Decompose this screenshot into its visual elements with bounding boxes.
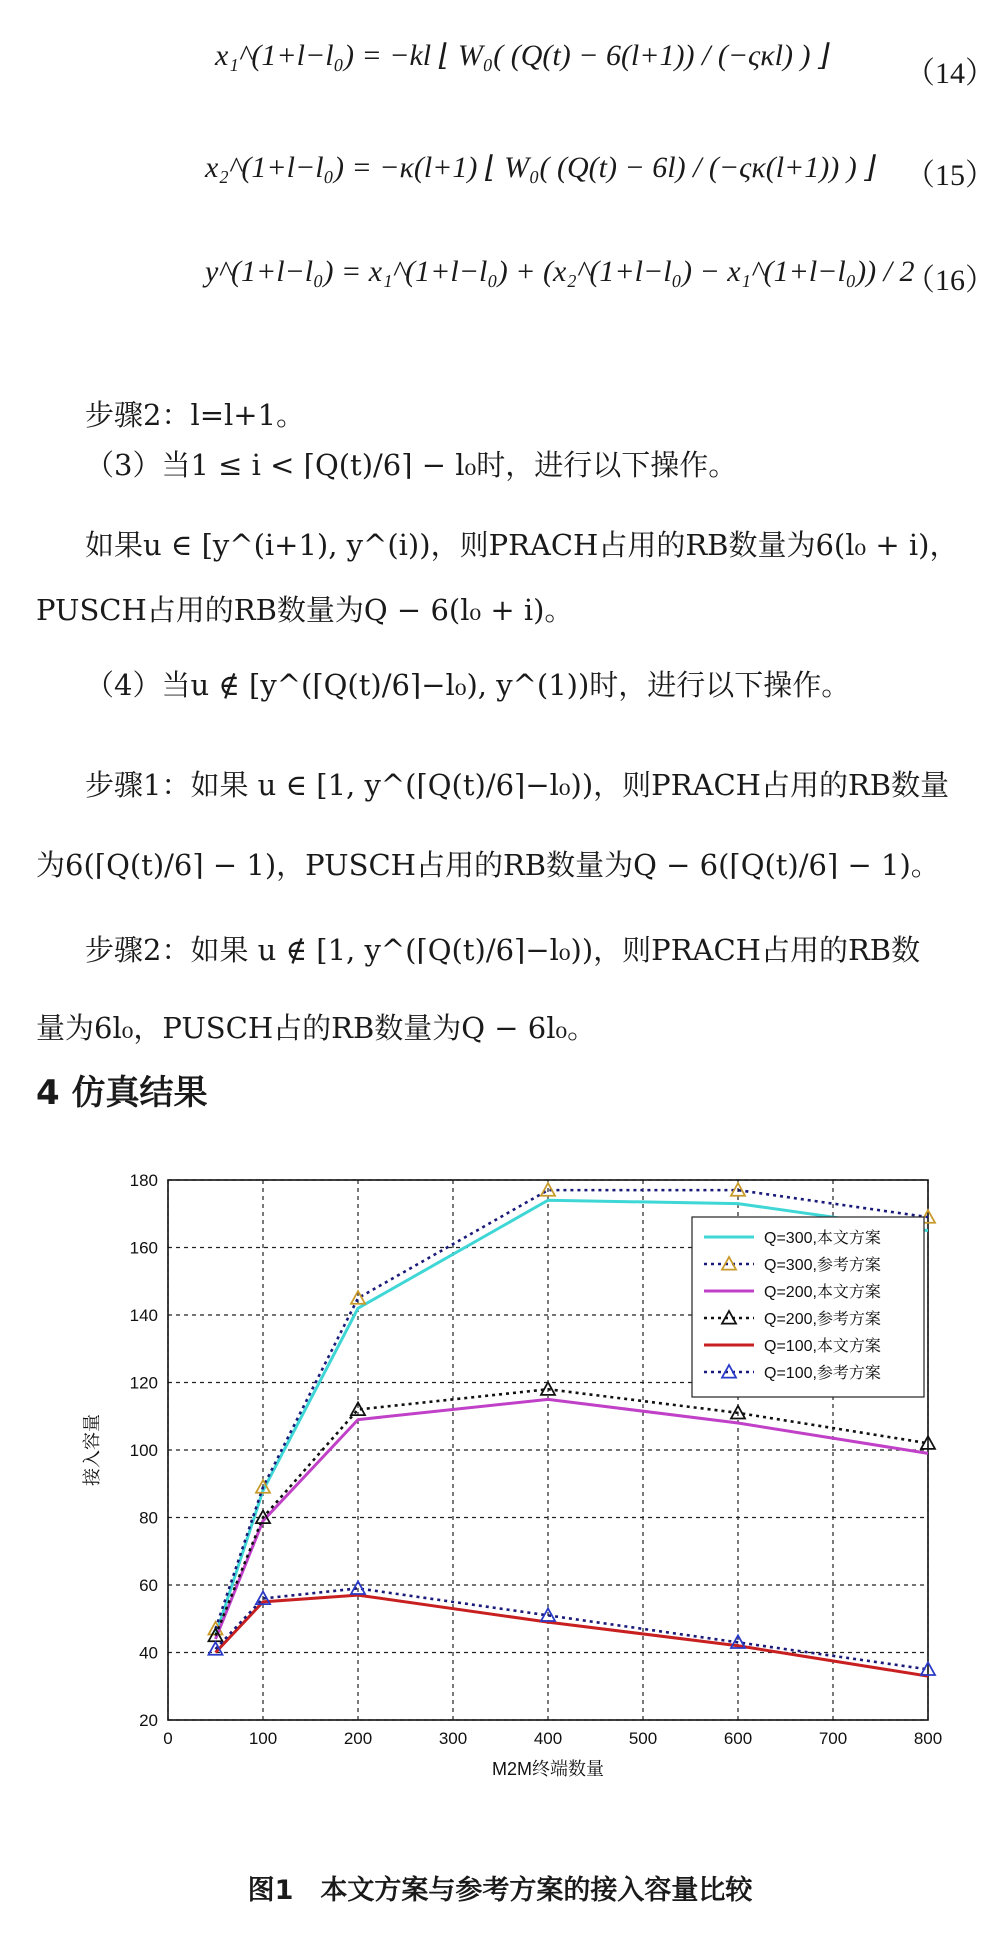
- paragraph-case4: （4）当u ∉ [y^(⌈Q(t)/6⌉−l₀), y^(1))时，进行以下操作。: [85, 668, 851, 702]
- y-axis-label: 接入容量: [82, 1414, 102, 1486]
- paragraph-case4-step1-cont: 为6(⌈Q(t)/6⌉ − 1)，PUSCH占用的RB数量为Q − 6(⌈Q(t)/6⌉ − 1)。: [36, 848, 940, 882]
- x-tick-label: 400: [533, 1729, 563, 1748]
- x-tick-label: 200: [343, 1729, 373, 1748]
- legend-label: Q=300,参考方案: [764, 1257, 881, 1274]
- paragraph-case3: （3）当1 ≤ i < ⌈Q(t)/6⌉ − l₀时，进行以下操作。: [85, 448, 738, 482]
- y-tick-label: 20: [139, 1711, 158, 1730]
- paragraph-case3-pusch: PUSCH占用的RB数量为Q − 6(l₀ + i)。: [36, 593, 574, 627]
- line-chart: [60, 1150, 960, 1830]
- equation-body: x₁^(1+l−l₀) = −kl ⌊ W₀( (Q(t) − 6(l+1)) / (−ςκl) ) ⌋: [215, 39, 830, 72]
- equation-number: （14）: [905, 57, 995, 90]
- paragraph-case4-step2-cont: 量为6l₀，PUSCH占的RB数量为Q − 6l₀。: [36, 1011, 597, 1045]
- x-tick-label: 700: [818, 1729, 848, 1748]
- y-tick-label: 100: [129, 1441, 158, 1460]
- legend-label: Q=200,参考方案: [764, 1311, 881, 1328]
- section-heading: 4 仿真结果: [36, 1073, 208, 1113]
- x-tick-label: 600: [723, 1729, 753, 1748]
- legend-label: Q=100,本文方案: [764, 1338, 881, 1355]
- x-tick-label: 0: [163, 1729, 173, 1748]
- legend-label: Q=200,本文方案: [764, 1284, 881, 1301]
- equation-body: y^(1+l−l₀) = x₁^(1+l−l₀) + (x₂^(1+l−l₀) − x₁^(1+l−l₀)) / 2: [205, 255, 915, 288]
- equation-body: x₂^(1+l−l₀) = −κ(l+1) ⌊ W₀( (Q(t) − 6l) / (−ςκ(l+1)) ) ⌋: [205, 151, 876, 184]
- legend-label: Q=300,本文方案: [764, 1230, 881, 1247]
- y-tick-label: 40: [139, 1643, 158, 1663]
- legend-label: Q=100,参考方案: [764, 1365, 881, 1382]
- x-tick-label: 300: [438, 1729, 468, 1748]
- paragraph-case3-if: 如果u ∈ [y^(i+1), y^(i))，则PRACH占用的RB数量为6(l₀ + i)，: [85, 528, 959, 562]
- y-tick-label: 180: [129, 1171, 158, 1190]
- paragraph-case4-step2: 步骤2：如果 u ∉ [1, y^(⌈Q(t)/6⌉−l₀))，则PRACH占用的RB数: [85, 933, 921, 967]
- y-tick-label: 160: [129, 1238, 158, 1258]
- x-tick-label: 500: [628, 1729, 658, 1748]
- equation-number: （16）: [905, 264, 995, 297]
- paragraph-step2: 步骤2：l=l+1。: [85, 398, 306, 432]
- x-tick-label: 100: [248, 1729, 278, 1748]
- y-tick-label: 120: [129, 1373, 158, 1393]
- x-axis-label: M2M终端数量: [492, 1759, 604, 1779]
- equation-number: （15）: [905, 159, 995, 192]
- paragraph-case4-step1: 步骤1：如果 u ∈ [1, y^(⌈Q(t)/6⌉−l₀))，则PRACH占用的RB数量: [85, 768, 950, 802]
- x-tick-label: 800: [913, 1729, 943, 1748]
- figure-caption: 图1 本文方案与参考方案的接入容量比较: [247, 1875, 753, 1906]
- y-tick-label: 60: [139, 1576, 158, 1595]
- y-tick-label: 80: [139, 1508, 158, 1528]
- y-tick-label: 140: [129, 1306, 158, 1325]
